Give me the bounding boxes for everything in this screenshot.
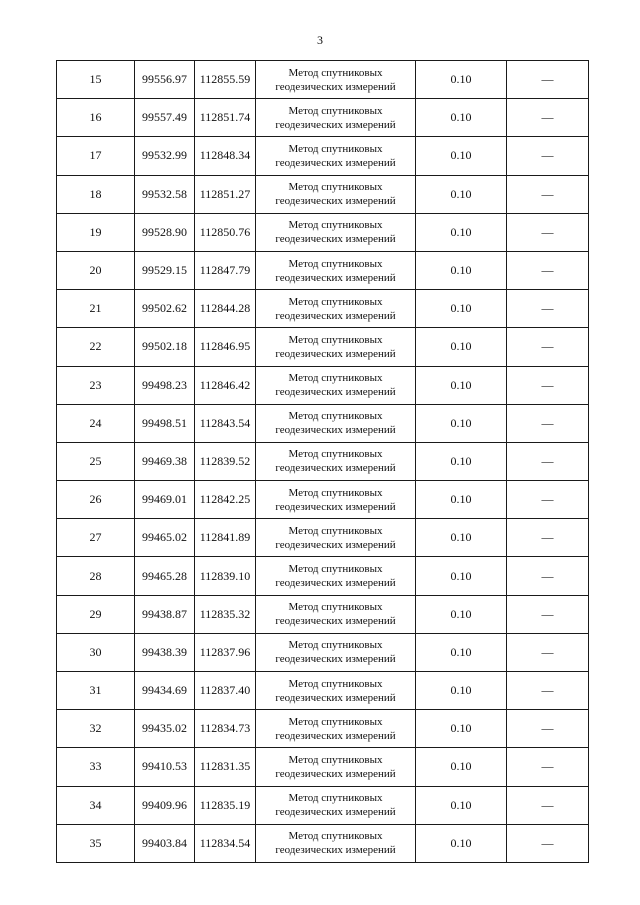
method-line-2: геодезических измерений: [275, 844, 396, 857]
point-number-cell: 19: [57, 213, 135, 251]
method-line-1: Метод спутниковых: [288, 372, 383, 385]
y-coordinate-cell: 112844.28: [195, 290, 256, 328]
note-cell: —: [507, 61, 589, 99]
point-number-cell: 35: [57, 824, 135, 862]
method-line-1: Метод спутниковых: [288, 181, 383, 194]
accuracy-cell: 0.10: [416, 481, 507, 519]
method-line-2: геодезических измерений: [275, 195, 396, 208]
table-row: [57, 251, 589, 289]
method-cell: [256, 366, 416, 404]
method-line-1: Метод спутниковых: [288, 524, 383, 537]
point-number-cell: 31: [57, 672, 135, 710]
method-line-1: Метод спутниковых: [288, 333, 383, 346]
table-row: [57, 290, 589, 328]
page-number: 3: [317, 33, 323, 47]
note-cell: —: [507, 824, 589, 862]
x-coordinate-cell: 99469.38: [135, 442, 195, 480]
table-row: [57, 481, 589, 519]
method-line-2: геодезических измерений: [275, 615, 396, 628]
point-number-cell: 20: [57, 251, 135, 289]
table-row: [57, 442, 589, 480]
coordinates-table-body: [57, 61, 589, 863]
accuracy-cell: 0.10: [416, 557, 507, 595]
table-row: [57, 99, 589, 137]
x-coordinate-cell: 99498.23: [135, 366, 195, 404]
point-number-cell: 23: [57, 366, 135, 404]
y-coordinate-cell: 112835.32: [195, 595, 256, 633]
x-coordinate-cell: 99556.97: [135, 61, 195, 99]
table-row: [57, 557, 589, 595]
method-line-1: Метод спутниковых: [288, 563, 383, 576]
y-coordinate-cell: 112835.19: [195, 786, 256, 824]
method-cell: [256, 557, 416, 595]
accuracy-cell: 0.10: [416, 61, 507, 99]
note-cell: —: [507, 137, 589, 175]
note-cell: —: [507, 672, 589, 710]
table-row: [57, 786, 589, 824]
note-cell: —: [507, 290, 589, 328]
method-line-2: геодезических измерений: [275, 347, 396, 360]
y-coordinate-cell: 112839.10: [195, 557, 256, 595]
accuracy-cell: 0.10: [416, 786, 507, 824]
y-coordinate-cell: 112834.73: [195, 710, 256, 748]
point-number-cell: 28: [57, 557, 135, 595]
method-line-1: Метод спутниковых: [288, 601, 383, 614]
x-coordinate-cell: 99532.58: [135, 175, 195, 213]
method-line-1: Метод спутниковых: [288, 753, 383, 766]
method-cell: [256, 672, 416, 710]
y-coordinate-cell: 112839.52: [195, 442, 256, 480]
point-number-cell: 16: [57, 99, 135, 137]
method-cell: [256, 290, 416, 328]
method-line-2: геодезических измерений: [275, 424, 396, 437]
note-cell: —: [507, 481, 589, 519]
point-number-cell: 34: [57, 786, 135, 824]
point-number-cell: 21: [57, 290, 135, 328]
y-coordinate-cell: 112846.95: [195, 328, 256, 366]
method-line-2: геодезических измерений: [275, 577, 396, 590]
method-line-2: геодезических измерений: [275, 309, 396, 322]
point-number-cell: 30: [57, 633, 135, 671]
x-coordinate-cell: 99532.99: [135, 137, 195, 175]
method-cell: [256, 137, 416, 175]
note-cell: —: [507, 328, 589, 366]
point-number-cell: 32: [57, 710, 135, 748]
method-line-2: геодезических измерений: [275, 806, 396, 819]
table-row: [57, 366, 589, 404]
method-line-2: геодезических измерений: [275, 538, 396, 551]
method-line-2: геодезических измерений: [275, 271, 396, 284]
method-cell: [256, 633, 416, 671]
method-cell: [256, 175, 416, 213]
point-number-cell: 27: [57, 519, 135, 557]
accuracy-cell: 0.10: [416, 328, 507, 366]
method-cell: [256, 442, 416, 480]
method-line-1: Метод спутниковых: [288, 219, 383, 232]
note-cell: —: [507, 557, 589, 595]
point-number-cell: 26: [57, 481, 135, 519]
x-coordinate-cell: 99465.28: [135, 557, 195, 595]
method-line-1: Метод спутниковых: [288, 792, 383, 805]
method-line-2: геодезических измерений: [275, 729, 396, 742]
table-row: [57, 672, 589, 710]
x-coordinate-cell: 99502.62: [135, 290, 195, 328]
method-line-2: геодезических измерений: [275, 156, 396, 169]
y-coordinate-cell: 112851.74: [195, 99, 256, 137]
y-coordinate-cell: 112851.27: [195, 175, 256, 213]
method-cell: [256, 99, 416, 137]
y-coordinate-cell: 112831.35: [195, 748, 256, 786]
method-line-1: Метод спутниковых: [288, 448, 383, 461]
method-line-2: геодезических измерений: [275, 80, 396, 93]
y-coordinate-cell: 112850.76: [195, 213, 256, 251]
method-line-1: Метод спутниковых: [288, 715, 383, 728]
x-coordinate-cell: 99465.02: [135, 519, 195, 557]
point-number-cell: 17: [57, 137, 135, 175]
note-cell: —: [507, 99, 589, 137]
accuracy-cell: 0.10: [416, 672, 507, 710]
method-cell: [256, 824, 416, 862]
table-row: [57, 137, 589, 175]
note-cell: —: [507, 213, 589, 251]
accuracy-cell: 0.10: [416, 442, 507, 480]
method-cell: [256, 61, 416, 99]
table-row: [57, 595, 589, 633]
accuracy-cell: 0.10: [416, 137, 507, 175]
table-row: [57, 824, 589, 862]
table-row: [57, 519, 589, 557]
method-line-1: Метод спутниковых: [288, 257, 383, 270]
method-line-1: Метод спутниковых: [288, 410, 383, 423]
x-coordinate-cell: 99528.90: [135, 213, 195, 251]
point-number-cell: 33: [57, 748, 135, 786]
accuracy-cell: 0.10: [416, 366, 507, 404]
method-line-1: Метод спутниковых: [288, 830, 383, 843]
method-cell: [256, 710, 416, 748]
note-cell: —: [507, 404, 589, 442]
accuracy-cell: 0.10: [416, 595, 507, 633]
y-coordinate-cell: 112841.89: [195, 519, 256, 557]
y-coordinate-cell: 112846.42: [195, 366, 256, 404]
table-row: [57, 213, 589, 251]
method-line-2: геодезических измерений: [275, 653, 396, 666]
accuracy-cell: 0.10: [416, 824, 507, 862]
x-coordinate-cell: 99435.02: [135, 710, 195, 748]
accuracy-cell: 0.10: [416, 213, 507, 251]
x-coordinate-cell: 99557.49: [135, 99, 195, 137]
method-line-1: Метод спутниковых: [288, 639, 383, 652]
note-cell: —: [507, 175, 589, 213]
point-number-cell: 18: [57, 175, 135, 213]
method-line-1: Метод спутниковых: [288, 295, 383, 308]
accuracy-cell: 0.10: [416, 175, 507, 213]
method-cell: [256, 786, 416, 824]
accuracy-cell: 0.10: [416, 99, 507, 137]
y-coordinate-cell: 112842.25: [195, 481, 256, 519]
table-row: [57, 633, 589, 671]
method-line-2: геодезических измерений: [275, 691, 396, 704]
table-row: [57, 748, 589, 786]
method-cell: [256, 251, 416, 289]
x-coordinate-cell: 99529.15: [135, 251, 195, 289]
x-coordinate-cell: 99434.69: [135, 672, 195, 710]
method-cell: [256, 404, 416, 442]
point-number-cell: 15: [57, 61, 135, 99]
table-row: [57, 710, 589, 748]
y-coordinate-cell: 112855.59: [195, 61, 256, 99]
x-coordinate-cell: 99502.18: [135, 328, 195, 366]
point-number-cell: 24: [57, 404, 135, 442]
note-cell: —: [507, 251, 589, 289]
method-line-1: Метод спутниковых: [288, 486, 383, 499]
y-coordinate-cell: 112843.54: [195, 404, 256, 442]
table-row: [57, 175, 589, 213]
note-cell: —: [507, 633, 589, 671]
accuracy-cell: 0.10: [416, 251, 507, 289]
method-line-2: геодезических измерений: [275, 233, 396, 246]
x-coordinate-cell: 99403.84: [135, 824, 195, 862]
accuracy-cell: 0.10: [416, 748, 507, 786]
x-coordinate-cell: 99409.96: [135, 786, 195, 824]
method-cell: [256, 519, 416, 557]
x-coordinate-cell: 99438.87: [135, 595, 195, 633]
accuracy-cell: 0.10: [416, 290, 507, 328]
method-cell: [256, 481, 416, 519]
x-coordinate-cell: 99438.39: [135, 633, 195, 671]
y-coordinate-cell: 112837.96: [195, 633, 256, 671]
accuracy-cell: 0.10: [416, 633, 507, 671]
x-coordinate-cell: 99498.51: [135, 404, 195, 442]
note-cell: —: [507, 748, 589, 786]
y-coordinate-cell: 112834.54: [195, 824, 256, 862]
method-cell: [256, 748, 416, 786]
method-line-1: Метод спутниковых: [288, 104, 383, 117]
method-cell: [256, 595, 416, 633]
y-coordinate-cell: 112848.34: [195, 137, 256, 175]
coordinates-table: [56, 60, 589, 863]
table-row: [57, 61, 589, 99]
table-row: [57, 328, 589, 366]
y-coordinate-cell: 112847.79: [195, 251, 256, 289]
point-number-cell: 22: [57, 328, 135, 366]
x-coordinate-cell: 99410.53: [135, 748, 195, 786]
method-line-2: геодезических измерений: [275, 118, 396, 131]
y-coordinate-cell: 112837.40: [195, 672, 256, 710]
accuracy-cell: 0.10: [416, 519, 507, 557]
point-number-cell: 25: [57, 442, 135, 480]
note-cell: —: [507, 442, 589, 480]
method-line-2: геодезических измерений: [275, 386, 396, 399]
method-line-2: геодезических измерений: [275, 462, 396, 475]
table-row: [57, 404, 589, 442]
accuracy-cell: 0.10: [416, 710, 507, 748]
method-line-1: Метод спутниковых: [288, 66, 383, 79]
method-cell: [256, 328, 416, 366]
method-cell: [256, 213, 416, 251]
method-line-1: Метод спутниковых: [288, 142, 383, 155]
note-cell: —: [507, 710, 589, 748]
method-line-1: Метод спутниковых: [288, 677, 383, 690]
point-number-cell: 29: [57, 595, 135, 633]
note-cell: —: [507, 519, 589, 557]
method-line-2: геодезических измерений: [275, 767, 396, 780]
note-cell: —: [507, 786, 589, 824]
note-cell: —: [507, 366, 589, 404]
method-line-2: геодезических измерений: [275, 500, 396, 513]
note-cell: —: [507, 595, 589, 633]
x-coordinate-cell: 99469.01: [135, 481, 195, 519]
accuracy-cell: 0.10: [416, 404, 507, 442]
